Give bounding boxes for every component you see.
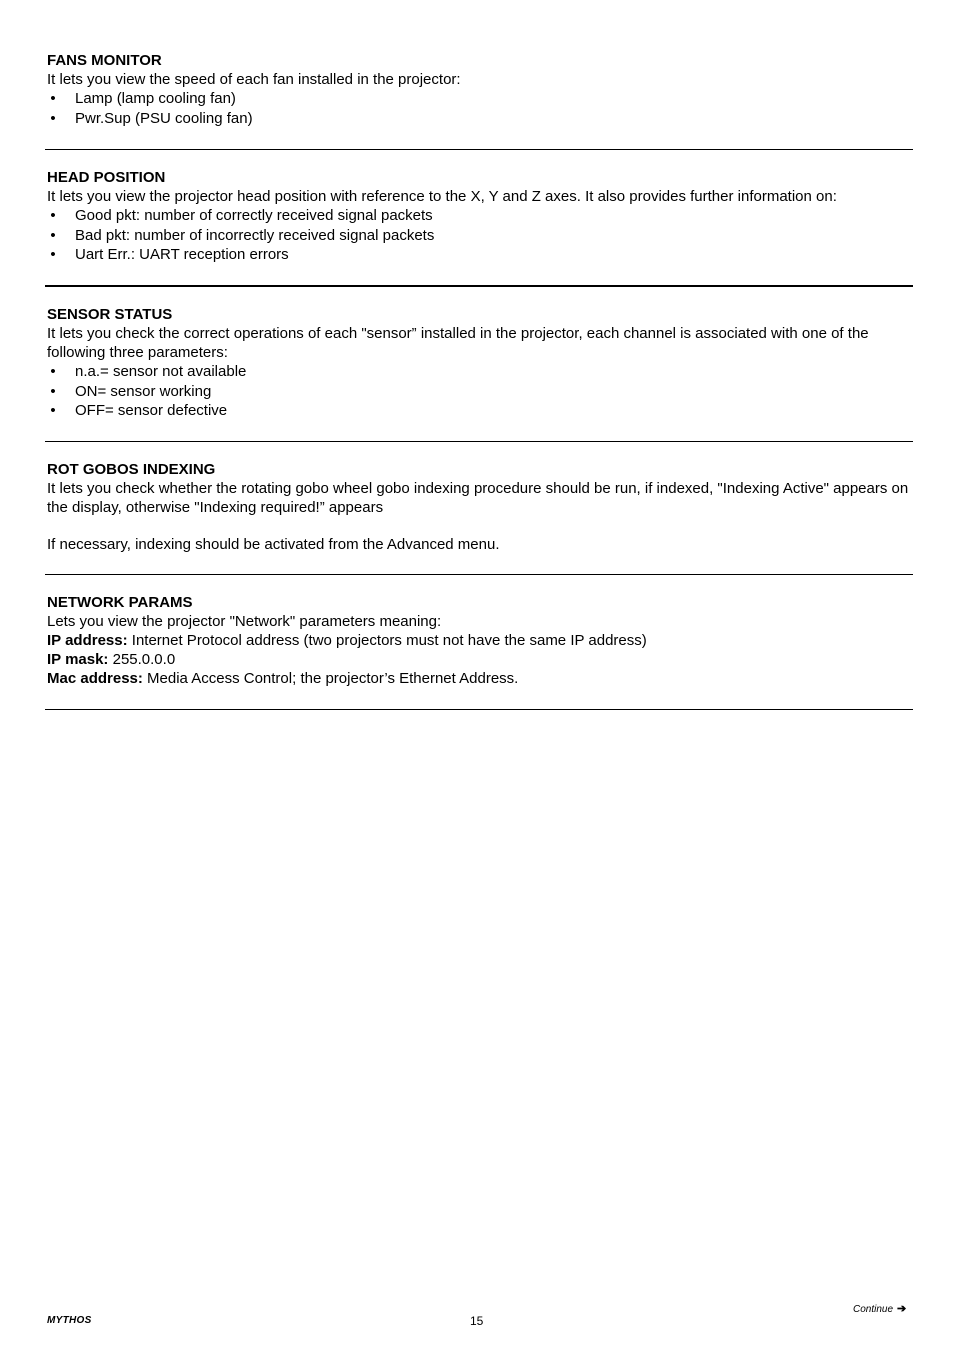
list-item-text: Lamp (lamp cooling fan) [75,90,236,107]
list-item [47,89,913,109]
section-divider [45,441,913,442]
list-item [47,245,913,265]
param-label: IP mask: [47,651,109,668]
continue-label: Continue [853,1304,894,1315]
bullet-icon: • [50,109,56,127]
bullet-icon: • [50,382,56,400]
list-item [47,362,913,382]
continue-indicator [853,1302,906,1315]
list-item [47,401,913,421]
list-item-text: Uart Err.: UART reception errors [75,246,289,264]
bullet-icon: • [50,207,56,224]
bullet-icon: • [50,246,56,264]
param-value: Media Access Control; the projector’s Ethernet Address. [142,670,519,687]
section-heading: NETWORK PARAMS [47,594,193,611]
section-divider [45,709,913,710]
section-divider [45,285,913,287]
section-note: If necessary, indexing should be activated from the Advanced menu. [47,536,500,553]
section-network-params [47,593,913,688]
section-divider [45,149,913,150]
list-item-text: Good pkt: number of correctly received signal packets [75,207,433,224]
list-item-text: OFF= sensor defective [75,402,228,420]
param-label: Mac address: [47,670,143,687]
section-intro: It lets you view the projector head position with reference to the X, Y and Z axes. It also provides further information on: [47,188,837,205]
footer-brand: MYTHOS [47,1315,92,1326]
list-item [47,206,913,226]
param-row [47,669,913,688]
param-value: Internet Protocol address (two projectors must not have the same IP address) [127,632,647,649]
list-item-text: Pwr.Sup (PSU cooling fan) [75,109,253,127]
bullet-icon: • [50,226,56,244]
list-item-text: ON= sensor working [75,382,212,400]
section-intro: It lets you check the correct operations of each "sensor” installed in the projector, each channel is associated with one of the following three parameters: [47,325,869,361]
list-item-text: n.a.= sensor not available [75,363,247,380]
param-value: 255.0.0.0 [108,651,176,668]
param-row [47,650,913,669]
section-head-position [47,168,913,265]
list-item [47,382,913,402]
bullet-list [47,89,913,128]
bullet-icon: • [50,363,56,380]
page-number: 15 [470,1314,484,1328]
list-item [47,226,913,246]
param-label: IP address: [47,632,128,649]
bullet-list [47,206,913,265]
section-sensor-status [47,305,913,421]
spacer [47,517,913,535]
section-divider [45,574,913,575]
section-heading: HEAD POSITION [47,169,166,186]
list-item-text: Bad pkt: number of incorrectly received signal packets [75,226,435,244]
section-fans-monitor [47,51,913,128]
param-row [47,631,913,650]
section-heading: ROT GOBOS INDEXING [47,461,216,478]
section-heading: SENSOR STATUS [47,306,173,323]
section-rot-gobos-indexing [47,460,913,554]
list-item [47,109,913,129]
bullet-list [47,362,913,421]
section-heading: FANS MONITOR [47,52,162,69]
bullet-icon: • [50,90,56,107]
bullet-icon: • [50,402,56,420]
section-intro: It lets you check whether the rotating gobo wheel gobo indexing procedure should be run, if indexed, "Indexing Active" appears on the display, otherwise "Indexing required!” appears [47,480,909,516]
section-intro: It lets you view the speed of each fan installed in the projector: [47,71,461,88]
section-intro: Lets you view the projector "Network" parameters meaning: [47,613,442,630]
arrow-right-icon: ➔ [897,1303,907,1315]
